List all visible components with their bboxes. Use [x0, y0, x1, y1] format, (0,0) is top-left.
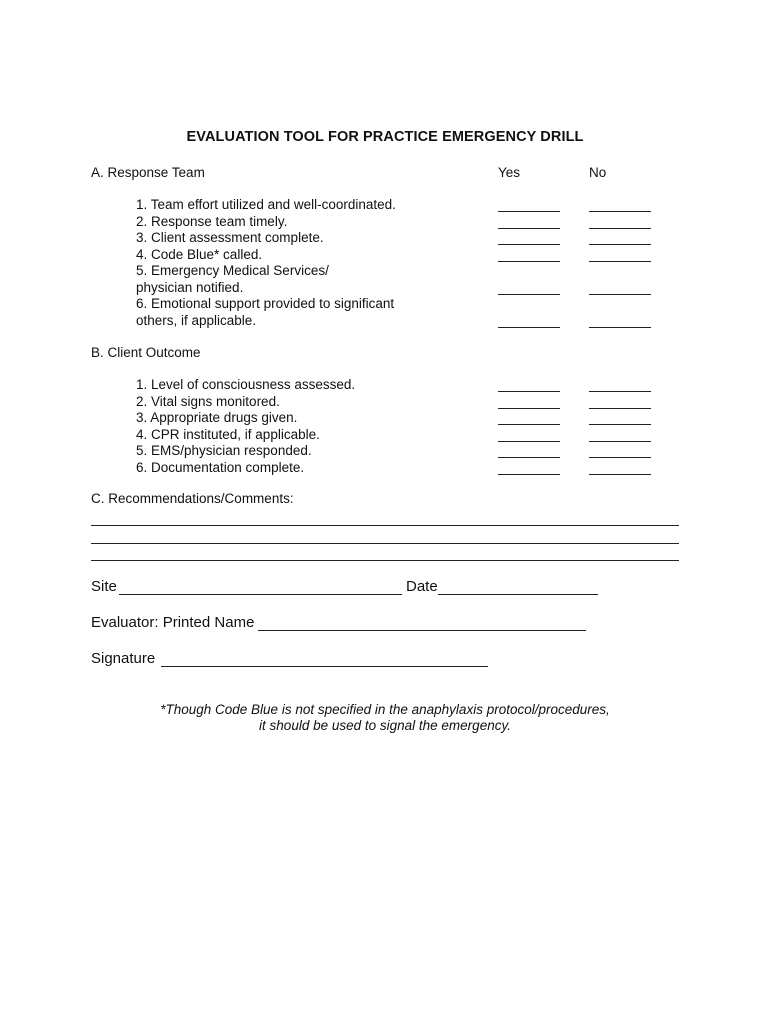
no-column-header: No — [589, 165, 607, 180]
section-b-item-6-yes-blank[interactable] — [498, 474, 560, 475]
date-blank[interactable] — [438, 594, 598, 595]
section-b-item-2: 2. Vital signs monitored. — [136, 393, 280, 409]
form-title: EVALUATION TOOL FOR PRACTICE EMERGENCY DRILL — [186, 129, 584, 145]
section-b-item-6-no-blank[interactable] — [589, 474, 651, 475]
section-b-item-1-no-blank[interactable] — [589, 391, 651, 392]
section-a-item-6-yes-blank[interactable] — [498, 327, 560, 328]
section-a-item-6-line1: 6. Emotional support provided to significant — [136, 296, 395, 311]
evaluator-name-blank[interactable] — [258, 630, 586, 631]
site-blank[interactable] — [119, 594, 402, 595]
section-b-heading: B. Client Outcome — [91, 345, 201, 360]
section-b-item-5-no-blank[interactable] — [589, 457, 651, 458]
section-b-item-5: 5. EMS/physician responded. — [136, 443, 312, 458]
section-a-item-4: 4. Code Blue* called. — [136, 246, 263, 262]
code-blue-footnote — [0, 702, 770, 735]
section-a-item-3-yes-blank[interactable] — [498, 244, 560, 245]
section-a-item-4-yes-blank[interactable] — [498, 261, 560, 262]
footnote-line-1: *Though Code Blue is not specified in the anaphylaxis protocol/procedures, — [160, 702, 610, 717]
signature-label: Signature — [91, 650, 156, 667]
evaluator-name-label: Evaluator: Printed Name — [91, 614, 255, 631]
footnote-line-2: it should be used to signal the emergency. — [259, 718, 511, 734]
yes-column-header: Yes — [498, 165, 521, 180]
section-a-item-1-no-blank[interactable] — [589, 211, 651, 212]
section-c-heading: C. Recommendations/Comments: — [91, 491, 294, 506]
section-a-item-2: 2. Response team timely. — [136, 213, 288, 229]
section-a-item-5-line1: 5. Emergency Medical Services/ — [136, 263, 329, 278]
section-a-item-1: 1. Team effort utilized and well-coordinated. — [136, 197, 396, 212]
section-b-item-1: 1. Level of consciousness assessed. — [136, 377, 356, 392]
section-a-item-1-yes-blank[interactable] — [498, 211, 560, 212]
section-a-item-5-no-blank[interactable] — [589, 294, 651, 295]
section-a-item-2-no-blank[interactable] — [589, 228, 651, 229]
comments-line-1[interactable] — [91, 525, 679, 526]
site-label: Site — [91, 578, 117, 595]
section-b-item-2-yes-blank[interactable] — [498, 408, 560, 409]
section-a-item-5-yes-blank[interactable] — [498, 294, 560, 295]
section-a-item-4-no-blank[interactable] — [589, 261, 651, 262]
section-b-item-6: 6. Documentation complete. — [136, 459, 305, 475]
section-b-item-4: 4. CPR instituted, if applicable. — [136, 426, 320, 442]
date-label: Date — [406, 578, 438, 595]
section-b-item-3-yes-blank[interactable] — [498, 424, 560, 425]
section-a-item-5-line2: physician notified. — [136, 279, 244, 295]
section-a-item-6-no-blank[interactable] — [589, 327, 651, 328]
section-b-item-5-yes-blank[interactable] — [498, 457, 560, 458]
section-a-item-3: 3. Client assessment complete. — [136, 230, 324, 245]
section-a-item-2-yes-blank[interactable] — [498, 228, 560, 229]
section-b-item-4-no-blank[interactable] — [589, 441, 651, 442]
section-b-item-2-no-blank[interactable] — [589, 408, 651, 409]
comments-line-2[interactable] — [91, 543, 679, 544]
section-b-item-3: 3. Appropriate drugs given. — [136, 410, 298, 425]
section-b-item-4-yes-blank[interactable] — [498, 441, 560, 442]
section-a-item-6-line2: others, if applicable. — [136, 312, 257, 328]
section-b-item-1-yes-blank[interactable] — [498, 391, 560, 392]
comments-line-3[interactable] — [91, 560, 679, 561]
section-a-heading: A. Response Team — [91, 165, 205, 180]
section-b-item-3-no-blank[interactable] — [589, 424, 651, 425]
section-a-item-3-no-blank[interactable] — [589, 244, 651, 245]
signature-blank[interactable] — [161, 666, 488, 667]
